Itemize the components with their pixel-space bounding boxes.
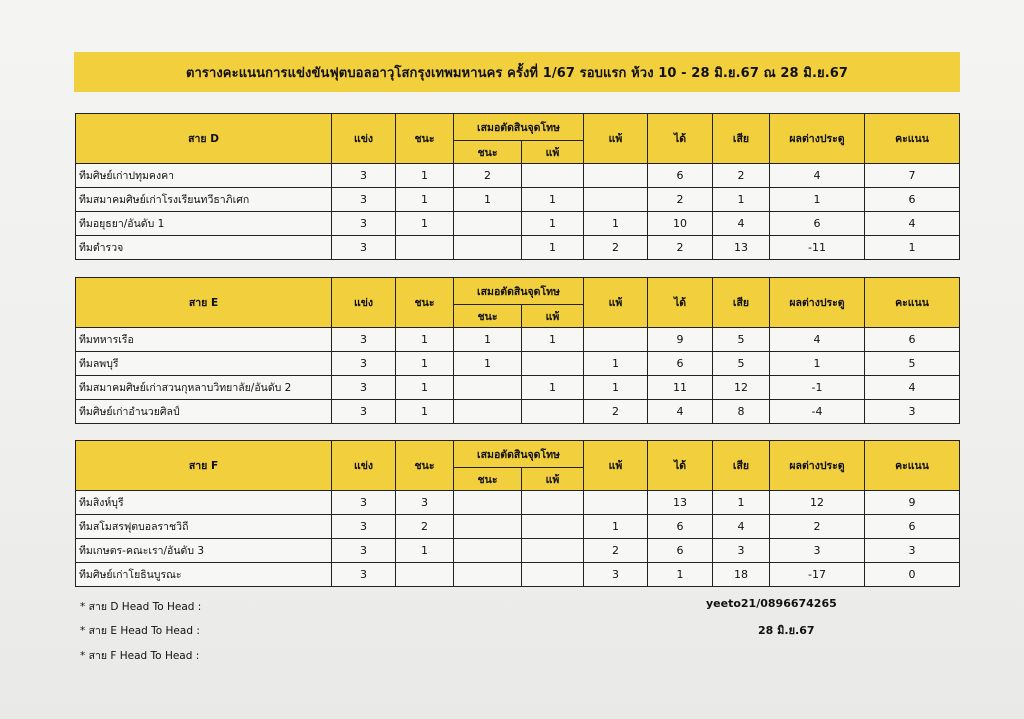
- goals-for-cell: 10: [648, 212, 713, 236]
- team-name-cell: ทีมเกษตร-คณะเรา/อันดับ 3: [76, 539, 332, 563]
- points-cell: 3: [865, 400, 960, 424]
- goals-for-cell: 2: [648, 236, 713, 260]
- lost-cell: 1: [584, 352, 648, 376]
- played-header: แข่ง: [332, 114, 396, 164]
- played-header: แข่ง: [332, 441, 396, 491]
- won-cell: 1: [396, 328, 454, 352]
- report-date: 28 มิ.ย.67: [758, 624, 815, 637]
- penalty-group-header: เสมอตัดสินจุดโทษ: [454, 114, 584, 141]
- team-name-cell: ทีมสมาคมศิษย์เก่าโรงเรียนทวีธาภิเศก: [76, 188, 332, 212]
- goals-for-cell: 6: [648, 164, 713, 188]
- goals-against-cell: 1: [713, 188, 770, 212]
- played-cell: 3: [332, 164, 396, 188]
- goal-diff-cell: 3: [770, 539, 865, 563]
- goals-against-cell: 18: [713, 563, 770, 587]
- lost-cell: [584, 328, 648, 352]
- lost-cell: 1: [584, 376, 648, 400]
- table-row: [76, 515, 960, 539]
- goal-diff-cell: -1: [770, 376, 865, 400]
- penalty-won-header: ชนะ: [454, 305, 522, 328]
- penalty-won-cell: [454, 400, 522, 424]
- goals-for-cell: 9: [648, 328, 713, 352]
- lost-cell: 2: [584, 539, 648, 563]
- table-row: [76, 164, 960, 188]
- penalty-lost-cell: 1: [522, 376, 584, 400]
- goals-against-cell: 12: [713, 376, 770, 400]
- won-cell: [396, 236, 454, 260]
- penalty-won-cell: [454, 376, 522, 400]
- goals-against-cell: 2: [713, 164, 770, 188]
- points-cell: 6: [865, 328, 960, 352]
- goals-for-cell: 6: [648, 352, 713, 376]
- goal-diff-cell: 1: [770, 188, 865, 212]
- goals-against-cell: 1: [713, 491, 770, 515]
- points-header: คะแนน: [865, 441, 960, 491]
- won-cell: 1: [396, 188, 454, 212]
- group-name-header: สาย D: [76, 114, 332, 164]
- points-cell: 5: [865, 352, 960, 376]
- table-row: [76, 212, 960, 236]
- group-table: [75, 440, 960, 587]
- page-title: ตารางคะแนนการแข่งขันฟุตบอลอาวุโสกรุงเทพมหานคร ครั้งที่ 1/67 รอบแรก ห้วง 10 - 28 มิ.ย.67 ณ 28 มิ.ย.67: [185, 65, 849, 81]
- won-cell: 1: [396, 400, 454, 424]
- goals-for-cell: 1: [648, 563, 713, 587]
- team-name-cell: ทีมศิษย์เก่าอำนวยศิลป์: [76, 400, 332, 424]
- goal-diff-cell: 4: [770, 164, 865, 188]
- goals-against-header: เสีย: [713, 441, 770, 491]
- won-header: ชนะ: [396, 441, 454, 491]
- team-name-cell: ทีมศิษย์เก่าปทุมคงคา: [76, 164, 332, 188]
- lost-cell: [584, 491, 648, 515]
- goal-diff-header: ผลต่างประตู: [770, 278, 865, 328]
- table-row: [76, 376, 960, 400]
- penalty-group-header: เสมอตัดสินจุดโทษ: [454, 441, 584, 468]
- goals-for-header: ได้: [648, 114, 713, 164]
- title-banner: [74, 52, 960, 92]
- table-row: [76, 539, 960, 563]
- penalty-won-header: ชนะ: [454, 141, 522, 164]
- points-cell: 9: [865, 491, 960, 515]
- points-cell: 6: [865, 515, 960, 539]
- lost-cell: 1: [584, 515, 648, 539]
- penalty-won-cell: [454, 236, 522, 260]
- note-group-d: * สาย D Head To Head :: [80, 601, 202, 613]
- goals-for-header: ได้: [648, 441, 713, 491]
- table-row: [76, 400, 960, 424]
- table-row: [76, 328, 960, 352]
- won-cell: 1: [396, 376, 454, 400]
- penalty-group-header: เสมอตัดสินจุดโทษ: [454, 278, 584, 305]
- team-name-cell: ทีมสิงห์บุรี: [76, 491, 332, 515]
- penalty-lost-header: แพ้: [522, 141, 584, 164]
- won-cell: [396, 563, 454, 587]
- goals-against-header: เสีย: [713, 278, 770, 328]
- team-name-cell: ทีมอยุธยา/อันดับ 1: [76, 212, 332, 236]
- contact-info: yeeto21/0896674265: [706, 597, 837, 610]
- points-cell: 3: [865, 539, 960, 563]
- penalty-won-cell: 2: [454, 164, 522, 188]
- played-cell: 3: [332, 188, 396, 212]
- points-cell: 0: [865, 563, 960, 587]
- goals-against-cell: 4: [713, 212, 770, 236]
- group-table: [75, 113, 960, 260]
- lost-cell: 2: [584, 236, 648, 260]
- penalty-lost-cell: 1: [522, 328, 584, 352]
- played-cell: 3: [332, 352, 396, 376]
- lost-cell: 3: [584, 563, 648, 587]
- won-cell: 1: [396, 164, 454, 188]
- lost-cell: 1: [584, 212, 648, 236]
- points-header: คะแนน: [865, 114, 960, 164]
- played-cell: 3: [332, 491, 396, 515]
- goals-for-cell: 13: [648, 491, 713, 515]
- won-cell: 1: [396, 539, 454, 563]
- penalty-lost-cell: [522, 491, 584, 515]
- goals-against-cell: 3: [713, 539, 770, 563]
- penalty-lost-cell: [522, 563, 584, 587]
- lost-header: แพ้: [584, 441, 648, 491]
- goal-diff-cell: -11: [770, 236, 865, 260]
- penalty-lost-cell: 1: [522, 188, 584, 212]
- goal-diff-cell: -4: [770, 400, 865, 424]
- table-row: [76, 491, 960, 515]
- goals-for-header: ได้: [648, 278, 713, 328]
- penalty-lost-cell: 1: [522, 236, 584, 260]
- played-cell: 3: [332, 328, 396, 352]
- goals-for-cell: 4: [648, 400, 713, 424]
- goal-diff-cell: -17: [770, 563, 865, 587]
- penalty-won-cell: [454, 563, 522, 587]
- won-cell: 3: [396, 491, 454, 515]
- penalty-lost-cell: [522, 352, 584, 376]
- goal-diff-cell: 6: [770, 212, 865, 236]
- goals-for-cell: 2: [648, 188, 713, 212]
- points-cell: 4: [865, 376, 960, 400]
- lost-header: แพ้: [584, 114, 648, 164]
- goals-against-cell: 8: [713, 400, 770, 424]
- team-name-cell: ทีมสมาคมศิษย์เก่าสวนกุหลาบวิทยาลัย/อันดับ 2: [76, 376, 332, 400]
- penalty-won-cell: [454, 539, 522, 563]
- penalty-lost-header: แพ้: [522, 468, 584, 491]
- penalty-lost-cell: [522, 164, 584, 188]
- goal-diff-cell: 1: [770, 352, 865, 376]
- goal-diff-cell: 2: [770, 515, 865, 539]
- penalty-won-cell: [454, 212, 522, 236]
- played-cell: 3: [332, 539, 396, 563]
- goal-diff-header: ผลต่างประตู: [770, 114, 865, 164]
- points-cell: 4: [865, 212, 960, 236]
- note-group-f: * สาย F Head To Head :: [80, 650, 200, 662]
- goals-for-cell: 6: [648, 515, 713, 539]
- played-cell: 3: [332, 400, 396, 424]
- group-name-header: สาย F: [76, 441, 332, 491]
- played-cell: 3: [332, 236, 396, 260]
- won-cell: 2: [396, 515, 454, 539]
- penalty-lost-cell: 1: [522, 212, 584, 236]
- goals-against-cell: 4: [713, 515, 770, 539]
- penalty-lost-header: แพ้: [522, 305, 584, 328]
- goals-against-header: เสีย: [713, 114, 770, 164]
- goal-diff-header: ผลต่างประตู: [770, 441, 865, 491]
- penalty-lost-cell: [522, 539, 584, 563]
- penalty-won-cell: [454, 491, 522, 515]
- penalty-lost-cell: [522, 400, 584, 424]
- goal-diff-cell: 4: [770, 328, 865, 352]
- table-row: [76, 236, 960, 260]
- goals-against-cell: 5: [713, 328, 770, 352]
- goals-against-cell: 5: [713, 352, 770, 376]
- note-group-e: * สาย E Head To Head :: [80, 625, 200, 637]
- lost-cell: 2: [584, 400, 648, 424]
- won-header: ชนะ: [396, 114, 454, 164]
- table-row: [76, 352, 960, 376]
- won-cell: 1: [396, 212, 454, 236]
- played-cell: 3: [332, 376, 396, 400]
- penalty-won-cell: 1: [454, 328, 522, 352]
- points-cell: 1: [865, 236, 960, 260]
- team-name-cell: ทีมศิษย์เก่าโยธินบูรณะ: [76, 563, 332, 587]
- penalty-won-cell: [454, 515, 522, 539]
- team-name-cell: ทีมลพบุรี: [76, 352, 332, 376]
- group-table: [75, 277, 960, 424]
- won-header: ชนะ: [396, 278, 454, 328]
- won-cell: 1: [396, 352, 454, 376]
- points-header: คะแนน: [865, 278, 960, 328]
- group-name-header: สาย E: [76, 278, 332, 328]
- penalty-won-header: ชนะ: [454, 468, 522, 491]
- played-cell: 3: [332, 515, 396, 539]
- team-name-cell: ทีมตำรวจ: [76, 236, 332, 260]
- penalty-won-cell: 1: [454, 352, 522, 376]
- points-cell: 6: [865, 188, 960, 212]
- played-cell: 3: [332, 212, 396, 236]
- goals-for-cell: 11: [648, 376, 713, 400]
- penalty-won-cell: 1: [454, 188, 522, 212]
- played-header: แข่ง: [332, 278, 396, 328]
- lost-cell: [584, 188, 648, 212]
- team-name-cell: ทีมสโมสรฟุตบอลราชวิถี: [76, 515, 332, 539]
- goal-diff-cell: 12: [770, 491, 865, 515]
- lost-header: แพ้: [584, 278, 648, 328]
- penalty-lost-cell: [522, 515, 584, 539]
- table-row: [76, 188, 960, 212]
- team-name-cell: ทีมทหารเรือ: [76, 328, 332, 352]
- goals-against-cell: 13: [713, 236, 770, 260]
- lost-cell: [584, 164, 648, 188]
- played-cell: 3: [332, 563, 396, 587]
- goals-for-cell: 6: [648, 539, 713, 563]
- points-cell: 7: [865, 164, 960, 188]
- table-row: [76, 563, 960, 587]
